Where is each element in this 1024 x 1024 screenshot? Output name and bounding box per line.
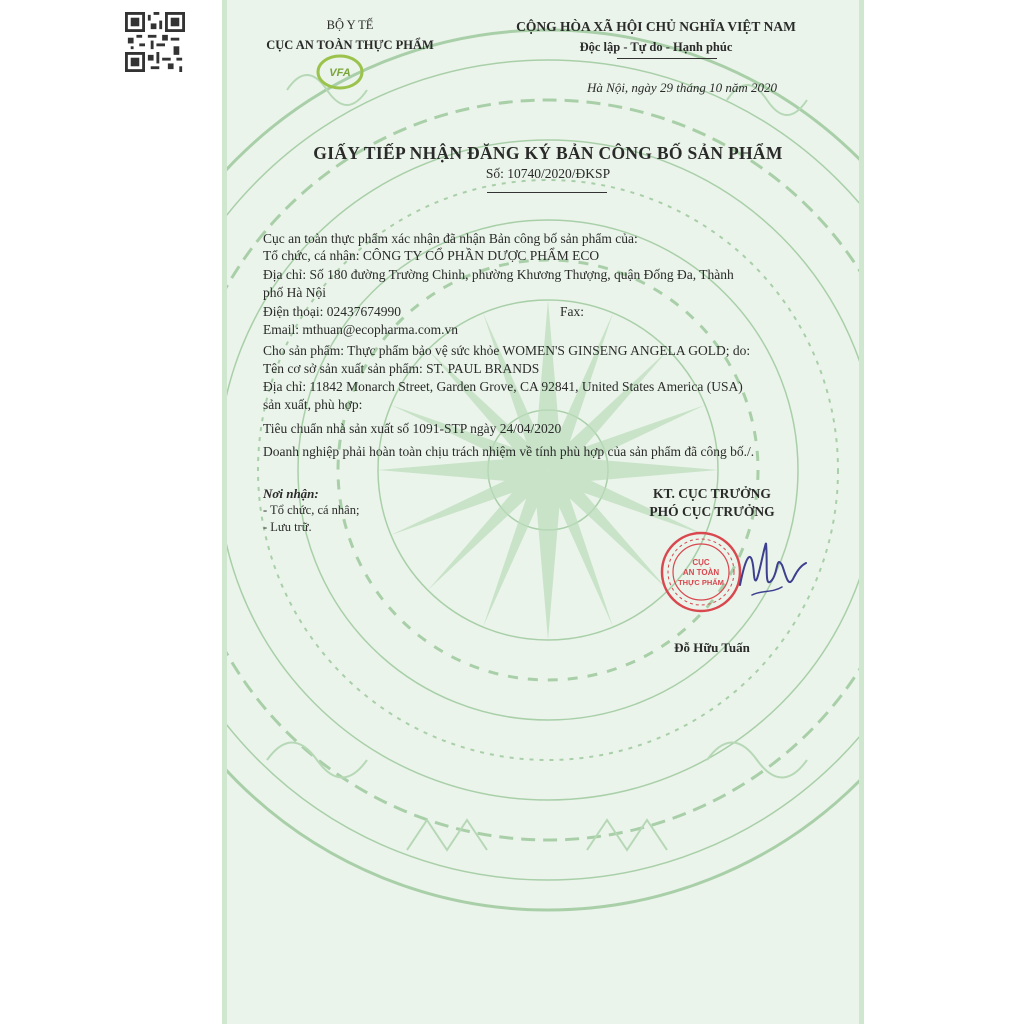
manufacturer-address-line2: sản xuất, phù hợp: xyxy=(263,397,363,412)
phone-line: Điện thoại: 02437674990 xyxy=(263,304,401,319)
document-number: Số: 10740/2020/ĐKSP xyxy=(485,166,611,181)
signatory-name: Đỗ Hữu Tuấn xyxy=(674,640,750,655)
fax-line: Fax: xyxy=(560,304,585,319)
manufacturer-address-line1: Địa chỉ: 11842 Monarch Street, Garden Grove, CA 92841, United States America (USA) xyxy=(263,379,743,394)
email-line: Email: mthuan@ecopharma.com.vn xyxy=(263,322,458,337)
title-underline xyxy=(487,192,607,193)
official-seal xyxy=(659,530,743,614)
issue-date: Hà Nội, ngày 29 tháng 10 năm 2020 xyxy=(587,80,777,95)
vfa-logo-text: VFA xyxy=(329,67,351,79)
signatory-title-line1: KT. CỤC TRƯỞNG xyxy=(653,486,771,501)
responsibility-line: Doanh nghiệp phải hoàn toàn chịu trách nhiệm về tính phù hợp của sản phẩm đã công bố./. xyxy=(263,444,755,459)
document-title: GIẤY TIẾP NHẬN ĐĂNG KÝ BẢN CÔNG BỐ SẢN PHẨM xyxy=(313,143,783,163)
seal-text-bottom: THỰC PHẨM xyxy=(678,578,724,587)
product-line: Cho sản phẩm: Thực phẩm bảo vệ sức khỏe WOMEN'S GINSENG ANGELA GOLD; do: xyxy=(263,343,751,358)
seal-text-middle: AN TOÀN xyxy=(682,568,720,577)
organization-address-line2: phố Hà Nội xyxy=(263,285,326,300)
manufacturer-line: Tên cơ sở sản xuất sản phẩm: ST. PAUL BRANDS xyxy=(263,361,540,376)
confirmation-line: Cục an toàn thực phẩm xác nhận đã nhận Bản công bố sản phẩm của: xyxy=(263,231,638,246)
country-name: CỘNG HÒA XÃ HỘI CHỦ NGHĨA VIỆT NAM xyxy=(516,19,796,34)
recipient-item: - Lưu trữ. xyxy=(263,520,312,534)
qr-code xyxy=(125,12,185,72)
organization-address-line1: Địa chỉ: Số 180 đường Trường Chinh, phường Khương Thượng, quận Đống Đa, Thành xyxy=(263,267,734,282)
vfa-logo xyxy=(315,52,365,92)
organization-line: Tổ chức, cá nhân: CÔNG TY CỔ PHẦN DƯỢC PHẨM ECO xyxy=(263,248,600,263)
recipient-item: - Tổ chức, cá nhân; xyxy=(263,503,360,517)
certificate-paper xyxy=(222,0,864,1024)
seal-text-top: CỤC xyxy=(692,558,710,567)
standard-line: Tiêu chuẩn nhà sản xuất số 1091-STP ngày 24/04/2020 xyxy=(263,421,562,436)
recipients-heading: Nơi nhận: xyxy=(263,486,319,501)
agency-name: CỤC AN TOÀN THỰC PHẨM xyxy=(266,38,434,52)
motto: Độc lập - Tự do - Hạnh phúc xyxy=(579,40,733,54)
ministry-name: BỘ Y TẾ xyxy=(326,18,374,32)
motto-underline xyxy=(617,58,717,59)
signatory-title-line2: PHÓ CỤC TRƯỞNG xyxy=(649,504,775,519)
handwritten-signature xyxy=(732,535,812,610)
